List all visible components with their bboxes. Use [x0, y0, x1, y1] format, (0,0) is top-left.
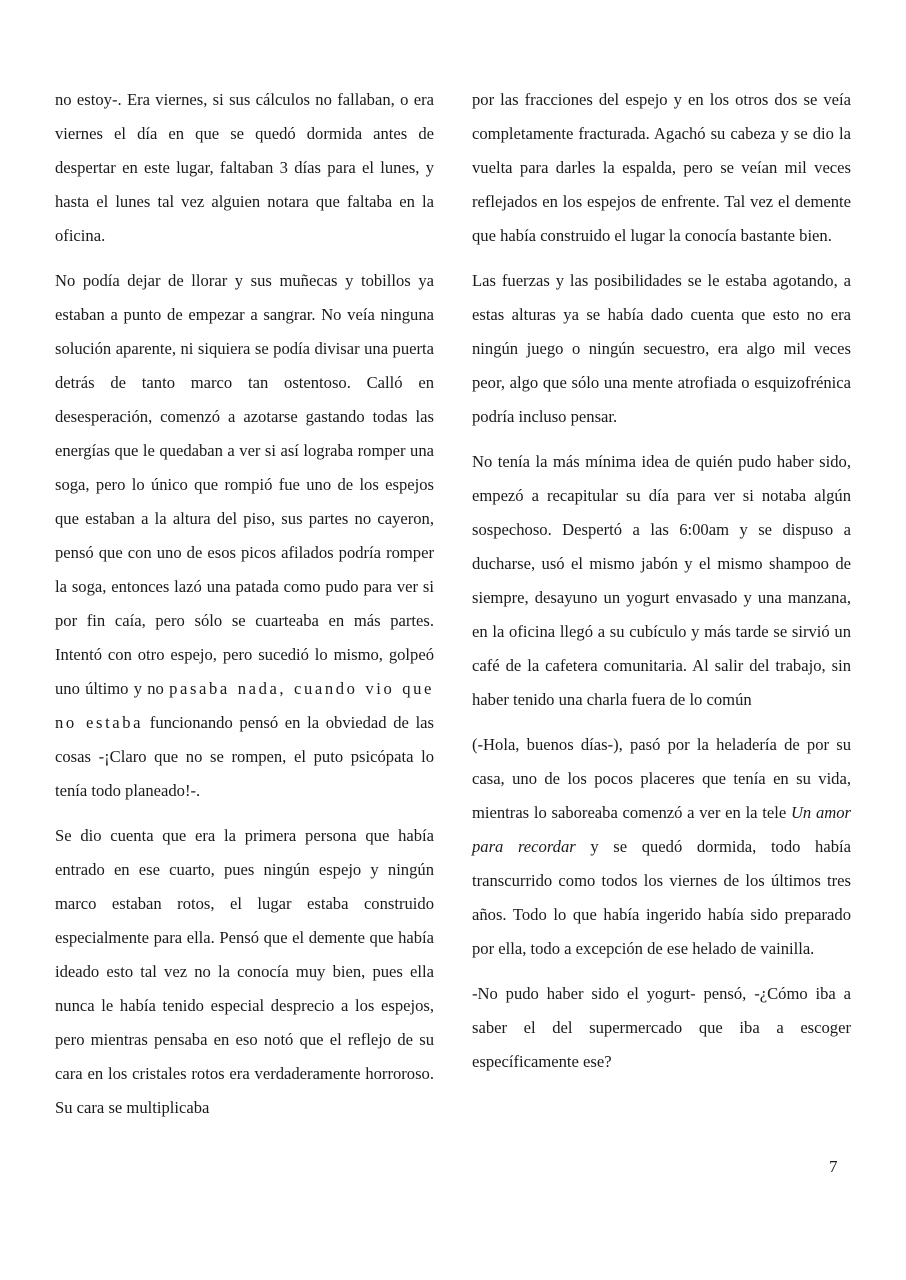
paragraph: No tenía la más mínima idea de quién pudo haber sido, empezó a recapitular su día para ver si notaba algún sospechoso. Despertó a las 6:00am y se dispuso a ducharse, usó el mismo jabón y el mismo shampoo de siempre, desayuno un yogurt envasado y una manzana, en la oficina llegó a su cubículo y más tarde se sirvió un café de la cafetera comunitaria. Al salir del trabajo, sin haber tenido una charla fuera de lo común [472, 452, 851, 709]
book-title: Un amor para recordar [472, 803, 851, 856]
paragraph-text: No podía dejar de llorar y sus muñecas y tobillos ya estaban a punto de empezar a sangrar. No veía ninguna solución aparente, ni siquiera se podía divisar una puerta detrás de tanto marco tan ostentoso. Calló en desesperación, comenzó a azotarse gastando todas las energías que le quedaban a ver si así lograba romper una soga, pero lo único que rompió fue uno de los espejos que estaban a la altura del piso, sus partes no cayeron, pensó que con uno de esos picos afilados podría romper la soga, entonces lazó una patada como pudo para ver si por fin caía, pero sólo se cuarteaba en más partes. Intentó con otro espejo, pero sucedió lo mismo, golpeó uno último y no [55, 271, 434, 698]
paragraph: Se dio cuenta que era la primera persona que había entrado en ese cuarto, pues ningún espejo y ningún marco estaban rotos, el lugar estaba construido especialmente para ella. Pensó que el demente que había ideado esto tal vez no la conocía muy bien, pues ella nunca le había tenido especial desprecio a los espejos, pero mientras pensaba en eso notó que el reflejo de su cara en los cristales rotos era verdaderamente horroroso. Su cara se multiplicaba [55, 826, 434, 1117]
paragraph-text: y se quedó dormida, todo había transcurrido como todos los viernes de los últimos tres años. Todo lo que había ingerido había sido preparado por ella, todo a excepción de ese helado de vainilla. [472, 837, 851, 958]
paragraph: no estoy-. Era viernes, si sus cálculos no fallaban, o era viernes el día en que se quedó dormida antes de despertar en este lugar, faltaban 3 días para el lunes, y hasta el lunes tal vez alguien notara que faltaba en la oficina. [55, 90, 434, 245]
right-column [472, 83, 851, 1090]
paragraph-text: (-Hola, buenos días-), pasó por la heladería de por su casa, uno de los pocos placeres que tenía en su vida, mientras lo saboreaba comenzó a ver en la tele [472, 735, 851, 822]
paragraph: por las fracciones del espejo y en los otros dos se veía completamente fracturada. Agachó su cabeza y se dio la vuelta para darles la espalda, pero se veían mil veces reflejados en los espejos de enfrente. Tal vez el demente que había construido el lugar la conocía bastante bien. [472, 90, 851, 245]
paragraph: -No pudo haber sido el yogurt- pensó, -¿Cómo iba a saber el del supermercado que iba a escoger específicamente ese? [472, 984, 851, 1071]
left-column [55, 83, 434, 1136]
paragraph [472, 728, 851, 966]
paragraph: Las fuerzas y las posibilidades se le estaba agotando, a estas alturas ya se había dado cuenta que esto no era ningún juego o ningún secuestro, era algo mil veces peor, algo que sólo una mente atrofiada o esquizofrénica podría incluso pensar. [472, 271, 851, 426]
page-number: 7 [829, 1157, 838, 1176]
paragraph-text: funcionando pensó en la obviedad de las cosas -¡Claro que no se rompen, el puto psicópata lo tenía todo planeado!-. [55, 713, 434, 800]
paragraph [55, 264, 434, 808]
paragraph-text-spaced: pasaba nada, cuando vio que no estaba [55, 679, 434, 732]
